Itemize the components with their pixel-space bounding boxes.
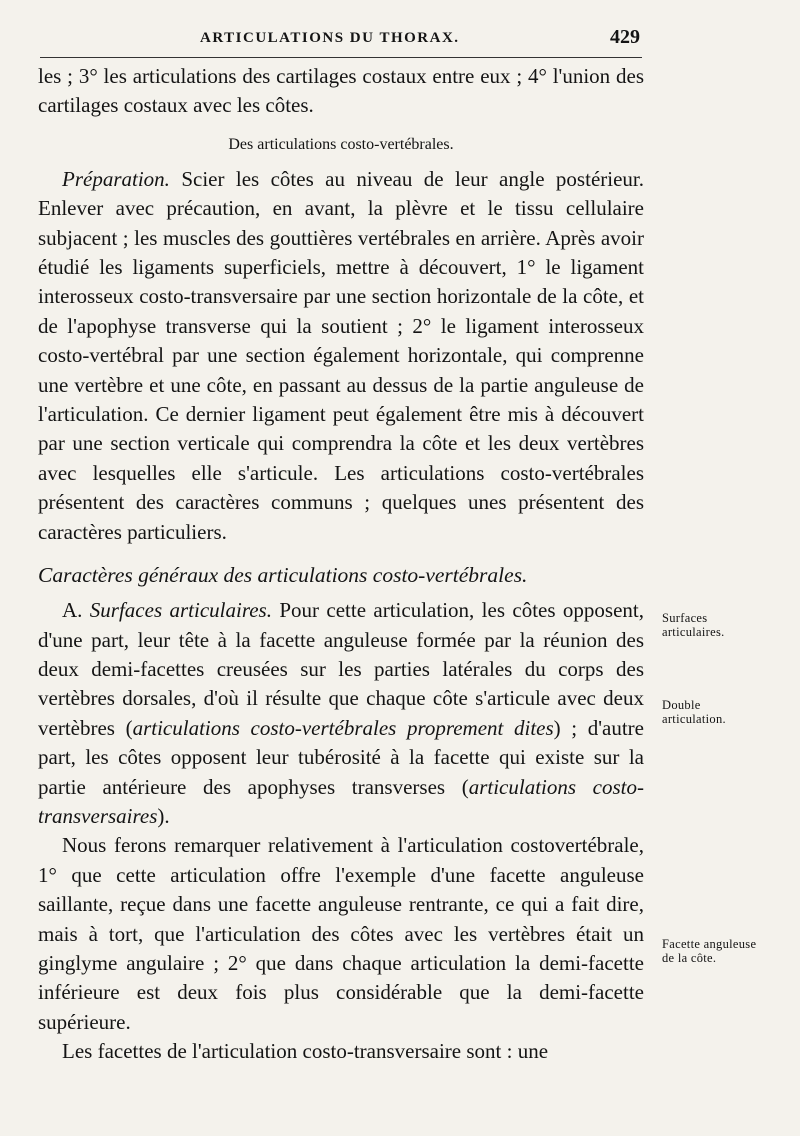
header-rule (40, 57, 642, 58)
surfaces-text-1: Pour cette articulation, les côtes opposent, d'une part, leur tête à la facette anguleuse formée par la réunion des deux demi-facettes creusées sur les parties latérales du corps des vertèbres dorsales, d'où il résulte que chaque côte s'articule avec deux vertèbres ( (38, 598, 644, 740)
surfaces-paragraph (38, 596, 644, 831)
surfaces-text-3: ). (157, 803, 170, 828)
surfaces-label: Surfaces articulaires. (89, 598, 272, 623)
preparation-paragraph (38, 165, 644, 547)
preparation-label: Préparation. (62, 166, 170, 191)
marginal-note-surfaces: Surfaces articulaires. (662, 611, 725, 639)
running-title: ARTICULATIONS DU THORAX. (200, 30, 460, 46)
surfaces-term-2: articulations costo-transversaires (38, 774, 644, 828)
subheading: Des articulations costo-vertébrales. (228, 135, 454, 153)
opening-paragraph: les ; 3° les articulations des cartilages costaux entre eux ; 4° l'union des cartilages costaux avec les côtes. (38, 64, 644, 118)
remark-paragraph: Nous ferons remarquer relativement à l'articulation costovertébrale, 1° que cette articulation offre l'exemple d'une facette anguleuse saillante, reçue dans une facette anguleuse rentrante, ce qui a fait dire, mais à tort, que l'articulation des côtes avec les vertèbres était un ginglyme angulaire ; 2° que dans chaque articulation la demi-facette inférieure est deux fois plus considérable que la demi-facette supérieure. (38, 833, 644, 1034)
surfaces-text-2: ) ; d'autre part, les côtes opposent leur tubérosité à la facette qui existe sur la partie antérieure des apophyses transverses ( (38, 715, 644, 799)
preparation-text: Scier les côtes au niveau de leur angle postérieur. Enlever avec précaution, en avant, la plèvre et le tissu cellulaire subjacent ; les muscles des gouttières vertébrales en arrière. Après avoir étudié les ligaments superficiels, mettre à découvert, 1° le ligament interosseux costo-transversaire par une section horizontale de la côte, et de l'apophyse transverse qui la soutient ; 2° le ligament interosseux costo-vertébral par une section également horizontale, qui comprenne une vertèbre et une côte, en passant au dessus de la partie anguleuse de l'articulation. Ce dernier ligament peut également être mis à découvert par une section verticale qui comprendra la côte et les deux vertèbres avec lesquelles elle s'articule. Les articulations costo-vertébrales présentent des caractères communs ; quelques unes présentent des caractères particuliers. (38, 166, 644, 544)
surfaces-lead: A. (62, 598, 90, 623)
section-heading: Caractères généraux des articulations costo-vertébrales. (38, 563, 528, 588)
page-number: 429 (610, 26, 640, 48)
marginal-note-double: Double articulation. (662, 698, 726, 726)
last-line: Les facettes de l'articulation costo-transversaire sont : une (62, 1039, 549, 1064)
marginal-note-facette: Facette anguleuse de la côte. (662, 937, 757, 965)
surfaces-term-1: articulations costo-vertébrales proprement dites (132, 715, 554, 740)
main-text (38, 62, 644, 1067)
